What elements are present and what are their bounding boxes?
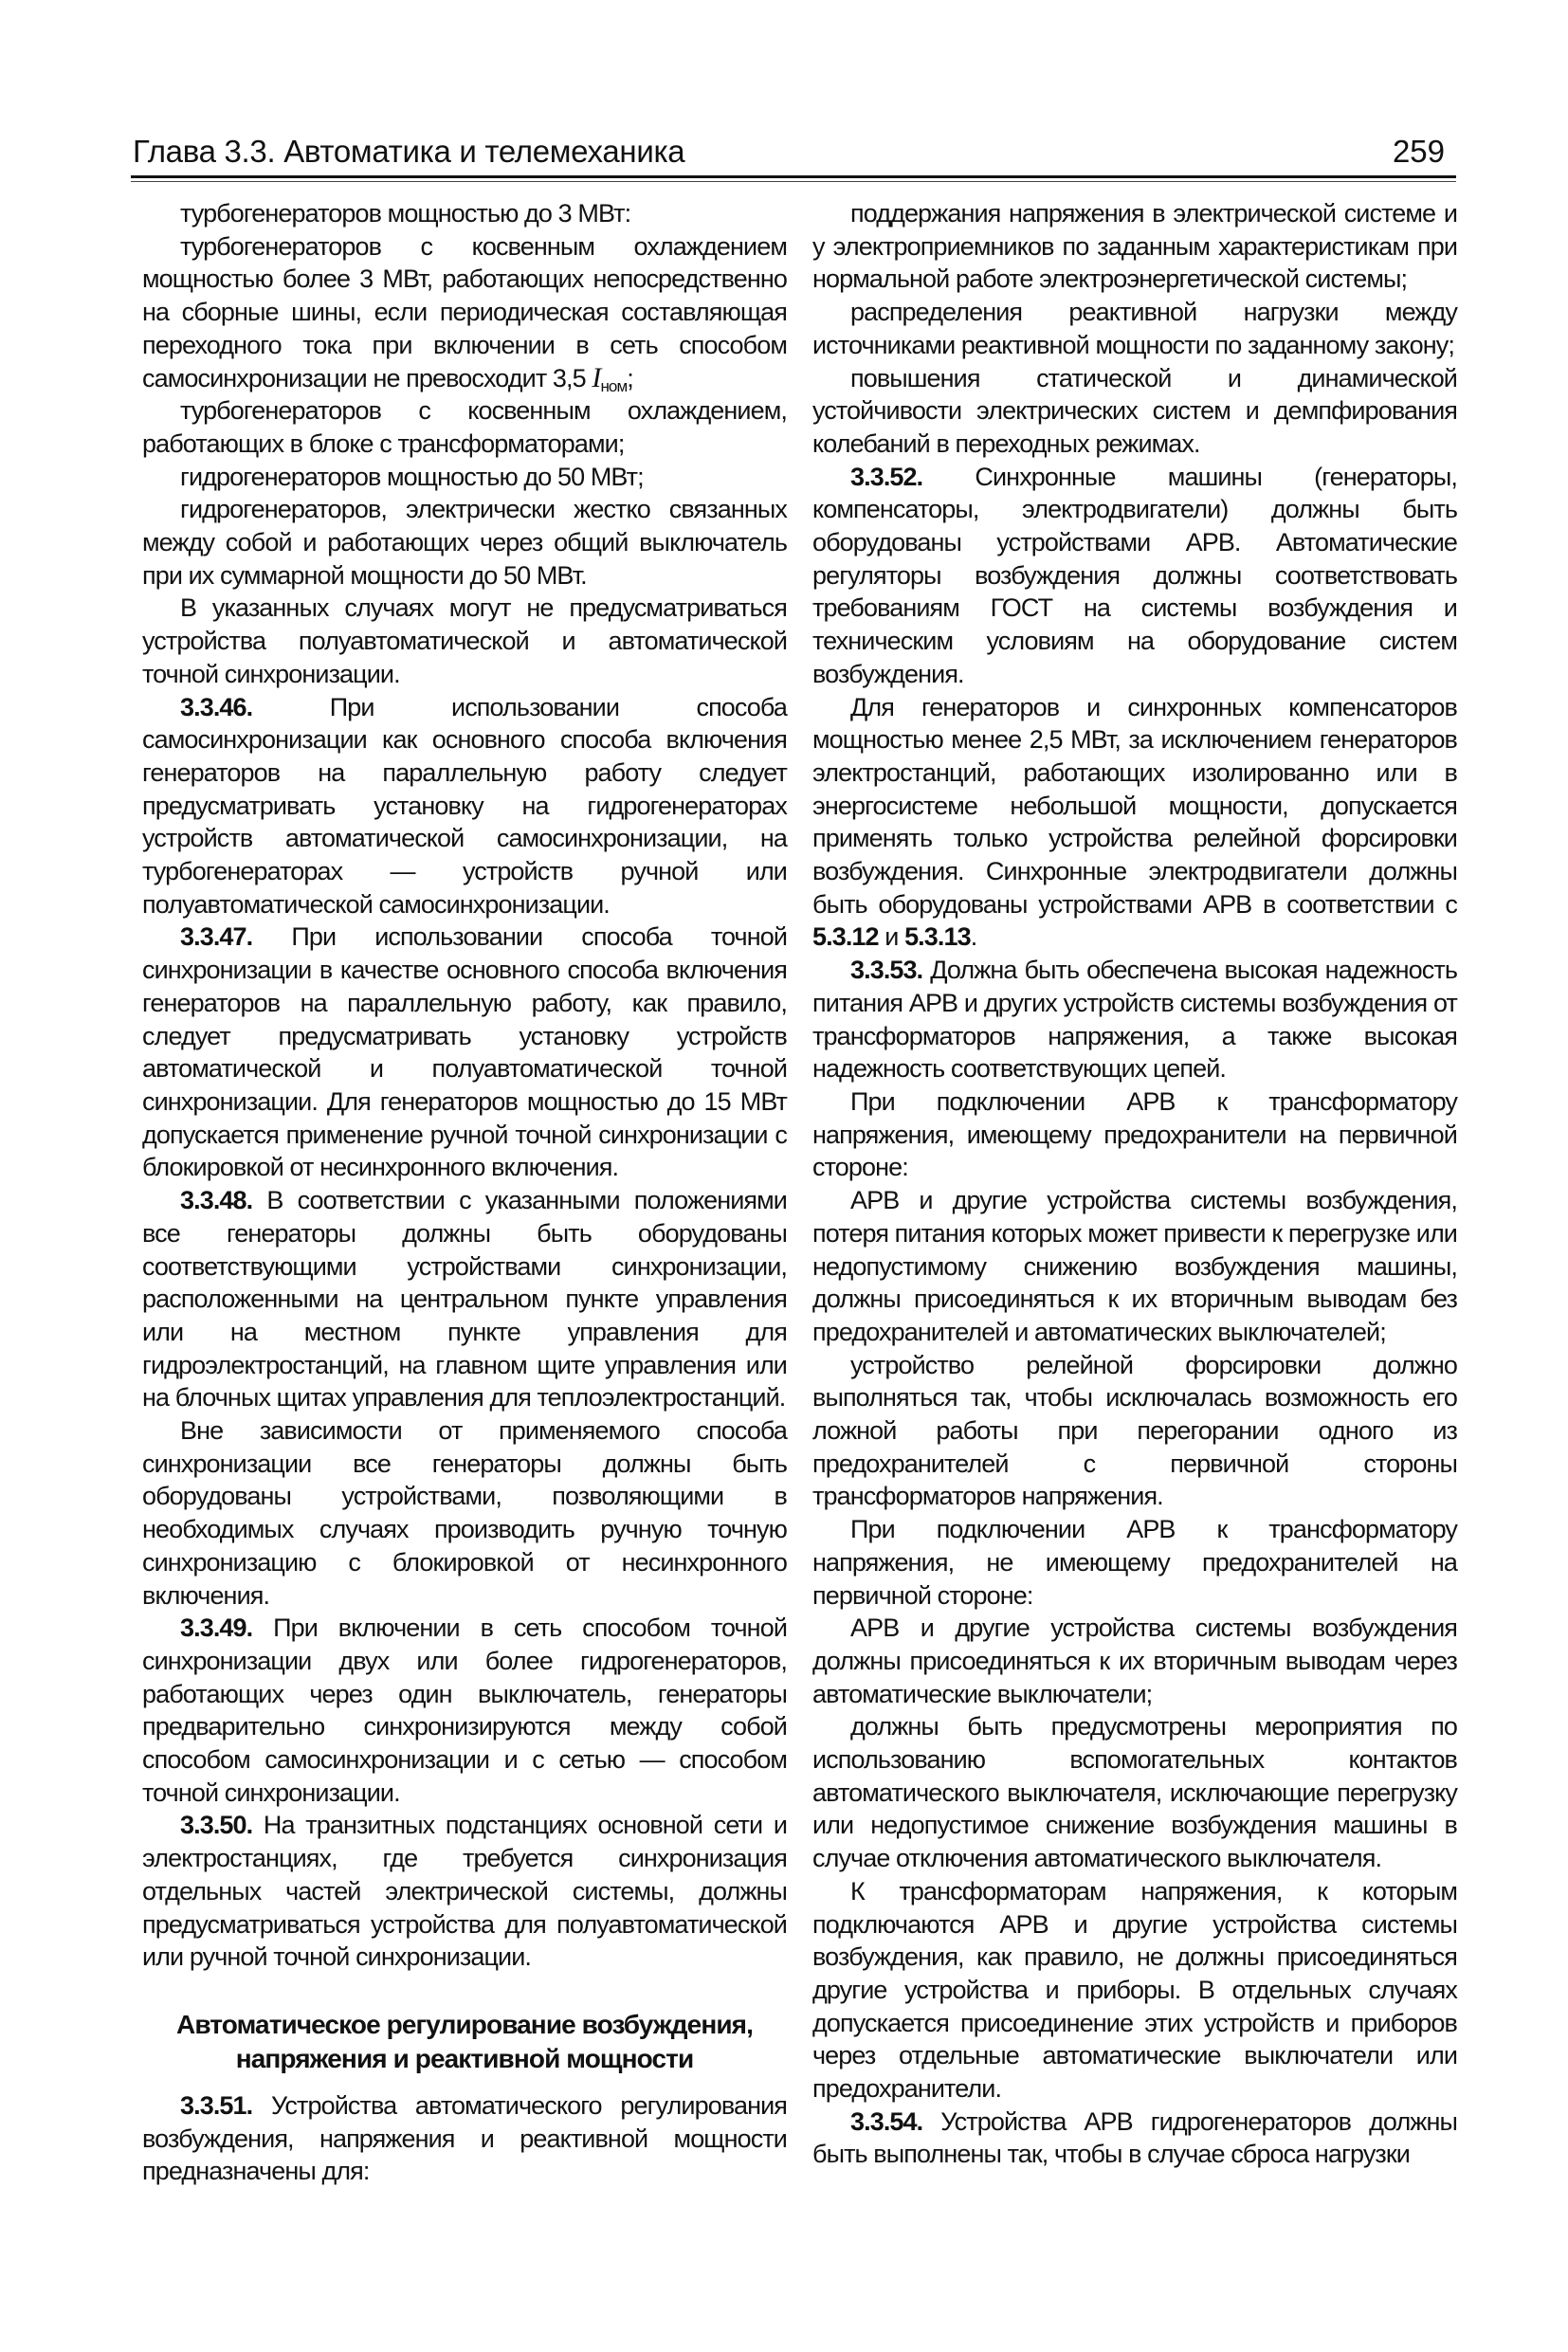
paragraph: В указанных случаях могут не предусматриваться устройства полуавтоматической и автоматической точной синхронизации. xyxy=(142,593,787,688)
paragraph: АРВ и другие устройства системы возбуждения, потеря питания которых может привести к перегрузке или недопустимому снижению возбуждения машины, должны присоединяться к их вторичным выводам без предохранителей и автоматических выключателей; xyxy=(812,1186,1457,1346)
paragraph: Для генераторов и синхронных компенсаторов мощностью менее 2,5 МВт, за исключением генераторов электростанций, работающих изолированно или в энергосистеме небольшой мощности, допускается применять только устройства релейной форсировки возбуждения. Синхронные электродвигатели должны быть оборудованы устройствами АРВ в соответствии с 5.3.12 и 5.3.13. xyxy=(812,692,1457,952)
paragraph: гидрогенераторов, электрически жестко связанных между собой и работающих через общий выключатель при их суммарной мощности до 50 МВт. xyxy=(142,495,787,590)
paragraph: Вне зависимости от применяемого способа синхронизации все генераторы должны быть оборудованы устройствами, позволяющими в необходимых случаях производить ручную точную синхронизацию с блокировкой от несинхронного включения. xyxy=(142,1416,787,1610)
clause-number: 3.3.52. xyxy=(850,462,923,491)
paragraph: должны быть предусмотрены мероприятия по использованию вспомогательных контактов автоматического выключателя, исключающие перегрузку или недопустимое снижение возбуждения машины в случае отключения автоматического выключателя. xyxy=(812,1712,1457,1873)
clause-number: 3.3.49. xyxy=(180,1614,253,1643)
clause-3-3-52: 3.3.52. Синхронные машины (генераторы, компенсаторы, электродвигатели) должны быть оборудованы устройствами АРВ. Автоматические регуляторы возбуждения должны соответствовать требованиям ГОСТ на системы возбуждения и техническим условиям на оборудование систем возбуждения. xyxy=(812,462,1457,688)
running-header xyxy=(131,128,1456,178)
right-column xyxy=(812,197,1457,2171)
paragraph: При подключении АРВ к трансформатору напряжения, не имеющему предохранителей на первичной стороне: xyxy=(812,1515,1457,1610)
paragraph: турбогенераторов с косвенным охлаждением, работающих в блоке с трансформаторами; xyxy=(142,396,787,458)
page-number: 259 xyxy=(1392,134,1445,169)
clause-3-3-48: 3.3.48. В соответствии с указанными положениями все генераторы должны быть оборудованы соответствующими устройствами синхронизации, расположенными на центральном пункте управления или на местном пункте управления для гидроэлектростанций, на главном щите управления или на блочных щитах управления для теплоэлектростанций. xyxy=(142,1186,787,1413)
clause-3-3-46: 3.3.46. При использовании способа самосинхронизации как основного способа включения генераторов на параллельную работу следует предусматривать установку на гидрогенераторах устройств автоматической самосинхронизации, на турбогенераторах — устройств ручной или полуавтоматической самосинхронизации. xyxy=(142,692,787,919)
clause-3-3-49: 3.3.49. При включении в сеть способом точной синхронизации двух или более гидрогенераторов, работающих через один выключатель, генераторы предварительно синхронизируются между собой способом самосинхронизации и с сетью — способом точной синхронизации. xyxy=(142,1614,787,1807)
clause-number: 3.3.53. xyxy=(850,956,923,985)
paragraph: АРВ и другие устройства системы возбуждения должны присоединяться к их вторичным выводам через автоматические выключатели; xyxy=(812,1614,1457,1708)
paragraph: турбогенераторов мощностью до 3 МВт: xyxy=(180,199,631,228)
clause-3-3-53: 3.3.53. Должна быть обеспечена высокая надежность питания АРВ и других устройств системы возбуждения от трансформаторов напряжения, а также высокая надежность соответствующих цепей. xyxy=(812,956,1457,1084)
clause-3-3-47: 3.3.47. При использовании способа точной синхронизации в качестве основного способа включения генераторов на параллельную работу, как правило, следует предусматривать установку устройств автоматической и полуавтоматической точной синхронизации. Для генераторов мощностью до 15 МВт допускается применение ручной точной синхронизации с блокировкой от несинхронного включения. xyxy=(142,922,787,1182)
clause-number: 3.3.47. xyxy=(180,922,253,952)
cross-reference: 5.3.12 xyxy=(812,922,879,952)
paragraph: распределения реактивной нагрузки между источниками реактивной мощности по заданному закону; xyxy=(812,298,1457,359)
paragraph: При подключении АРВ к трансформатору напряжения, имеющему предохранители на первичной стороне: xyxy=(812,1086,1457,1182)
paragraph: К трансформаторам напряжения, к которым подключаются АРВ и другие устройства системы возбуждения, как правило, не должны присоединяться другие устройства и приборы. В отдельных случаях допускается присоединение этих устройств и приборов через отдельные автоматические выключатели или предохранители. xyxy=(812,1876,1457,2104)
clause-number: 3.3.48. xyxy=(180,1186,253,1215)
paragraph: повышения статической и динамической устойчивости электрических систем и демпфирования колебаний в переходных режимах. xyxy=(812,363,1457,458)
clause-number: 3.3.46. xyxy=(180,692,253,721)
clause-number: 3.3.54. xyxy=(850,2106,923,2136)
clause-3-3-51: 3.3.51. Устройства автоматического регулирования возбуждения, напряжения и реактивной мощности предназначены для: xyxy=(142,2090,787,2186)
header-rule xyxy=(131,181,1456,182)
left-column xyxy=(142,197,787,2188)
section-heading: Автоматическое регулирование возбуждения, напряжения и реактивной мощности xyxy=(176,2009,753,2073)
current-subscript: ном xyxy=(600,376,628,395)
chapter-title: Глава 3.3. Автоматика и телемеханика xyxy=(133,134,685,169)
clause-3-3-50: 3.3.50. На транзитных подстанциях основной сети и электростанциях, где требуется синхронизация отдельных частей электрической системы, должны предусматриваться устройства для полуавтоматической или ручной точной синхронизации. xyxy=(142,1811,787,1972)
cross-reference: 5.3.13 xyxy=(904,922,971,952)
paragraph: устройство релейной форсировки должно выполняться так, чтобы исключалась возможность его ложной работы при перегорании одного из предохранителей с первичной стороны трансформаторов напряжения. xyxy=(812,1350,1457,1511)
clause-3-3-54: 3.3.54. Устройства АРВ гидрогенераторов должны быть выполнены так, чтобы в случае сброса нагрузки xyxy=(812,2106,1457,2169)
paragraph: поддержания напряжения в электрической системе и у электроприемников по заданным характеристикам при нормальной работе электроэнергетической системы; xyxy=(812,199,1457,294)
paragraph: гидрогенераторов мощностью до 50 МВт; xyxy=(180,462,644,491)
paragraph: турбогенераторов с косвенным охлаждением мощностью более 3 МВт, работающих непосредственно на сборные шины, если периодическая составляющая переходного тока при включении в сеть способом самосинхронизации не превосходит 3,5 $I_{ном}$; xyxy=(142,231,787,395)
current-symbol: I xyxy=(592,361,601,393)
clause-number: 3.3.50. xyxy=(180,1811,253,1840)
clause-number: 3.3.51. xyxy=(180,2090,253,2120)
